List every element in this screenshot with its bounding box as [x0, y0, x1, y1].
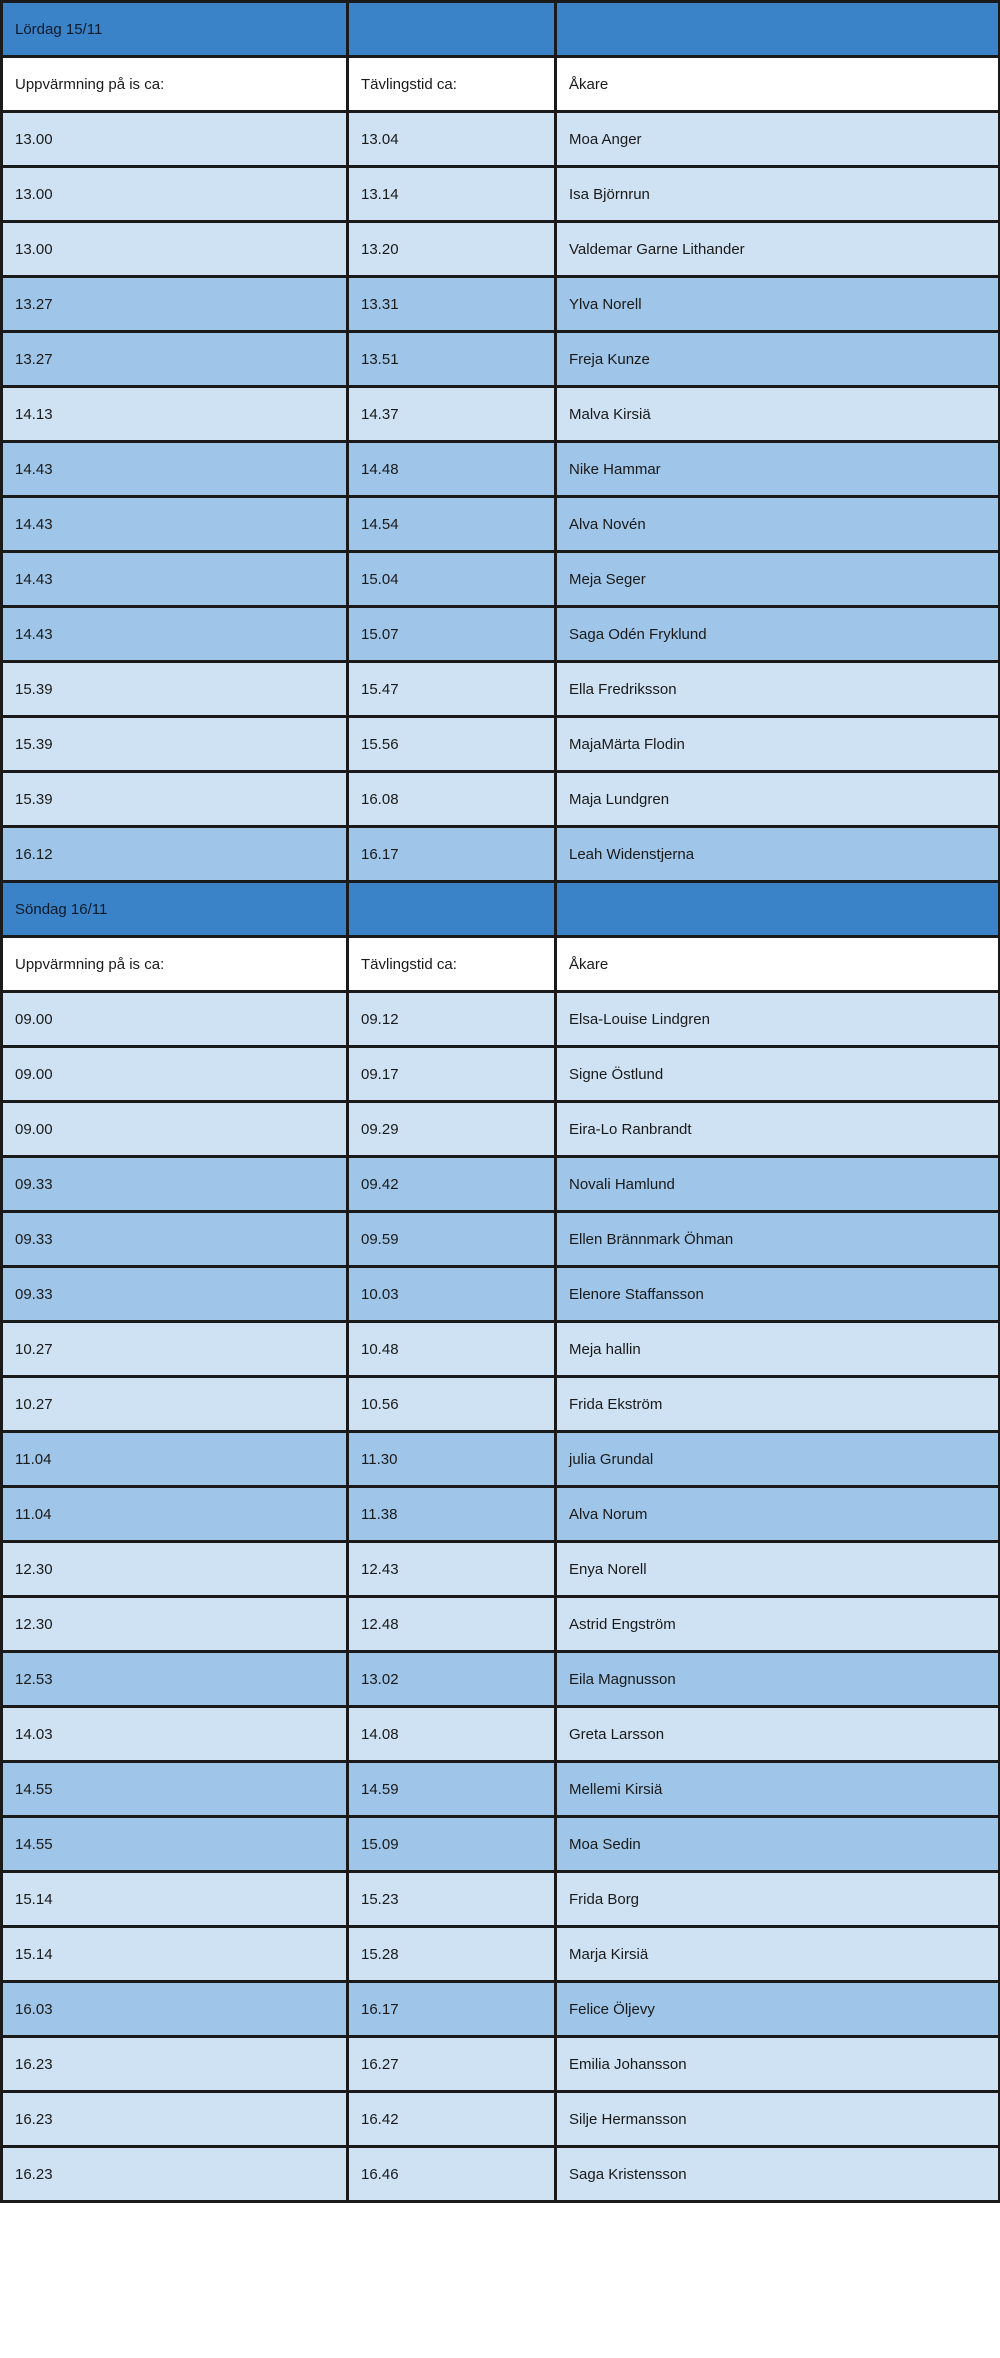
table-row — [2, 1652, 1000, 1707]
skater-name: Eira-Lo Ranbrandt — [556, 1102, 1000, 1157]
table-row — [2, 2147, 1000, 2202]
skater-name: Maja Lundgren — [556, 772, 1000, 827]
table-row — [2, 2092, 1000, 2147]
skater-name: Elenore Staffansson — [556, 1267, 1000, 1322]
skater-name: Saga Odén Fryklund — [556, 607, 1000, 662]
skater-name: Moa Anger — [556, 112, 1000, 167]
warmup-time: 15.14 — [2, 1872, 348, 1927]
warmup-time: 09.00 — [2, 992, 348, 1047]
competition-time: 14.08 — [348, 1707, 556, 1762]
competition-time: 09.59 — [348, 1212, 556, 1267]
competition-time: 09.17 — [348, 1047, 556, 1102]
skater-name: Moa Sedin — [556, 1817, 1000, 1872]
competition-time: 13.20 — [348, 222, 556, 277]
competition-time: 15.28 — [348, 1927, 556, 1982]
warmup-time: 09.33 — [2, 1267, 348, 1322]
table-row — [2, 1322, 1000, 1377]
competition-time: 16.17 — [348, 827, 556, 882]
warmup-time: 14.55 — [2, 1817, 348, 1872]
table-row — [2, 1542, 1000, 1597]
warmup-time: 16.12 — [2, 827, 348, 882]
warmup-time: 16.03 — [2, 1982, 348, 2037]
competition-time: 10.56 — [348, 1377, 556, 1432]
warmup-time: 12.30 — [2, 1597, 348, 1652]
table-row — [2, 1267, 1000, 1322]
competition-time: 16.46 — [348, 2147, 556, 2202]
skater-name: Frida Ekström — [556, 1377, 1000, 1432]
skater-name: Emilia Johansson — [556, 2037, 1000, 2092]
warmup-time: 09.33 — [2, 1157, 348, 1212]
table-row — [2, 1157, 1000, 1212]
table-row — [2, 1432, 1000, 1487]
skater-name: Marja Kirsiä — [556, 1927, 1000, 1982]
competition-time: 10.03 — [348, 1267, 556, 1322]
warmup-time: 14.43 — [2, 552, 348, 607]
competition-time: 11.38 — [348, 1487, 556, 1542]
competition-time: 09.12 — [348, 992, 556, 1047]
table-row — [2, 1487, 1000, 1542]
table-row — [2, 1927, 1000, 1982]
skater-name: Alva Norum — [556, 1487, 1000, 1542]
competition-time: 14.37 — [348, 387, 556, 442]
table-row — [2, 222, 1000, 277]
skater-name: Mellemi Kirsiä — [556, 1762, 1000, 1817]
skater-header: Åkare — [556, 937, 1000, 992]
skater-name: Ellen Brännmark Öhman — [556, 1212, 1000, 1267]
warmup-time: 16.23 — [2, 2147, 348, 2202]
competition-time: 13.51 — [348, 332, 556, 387]
skater-header: Åkare — [556, 57, 1000, 112]
warmup-time: 13.00 — [2, 112, 348, 167]
competition-time: 15.09 — [348, 1817, 556, 1872]
warmup-time: 13.27 — [2, 332, 348, 387]
competition-time: 09.29 — [348, 1102, 556, 1157]
table-row — [2, 2037, 1000, 2092]
competition-time: 11.30 — [348, 1432, 556, 1487]
skater-name: Felice Öljevy — [556, 1982, 1000, 2037]
warmup-time: 14.13 — [2, 387, 348, 442]
day-title: Lördag 15/11 — [2, 2, 348, 57]
skater-name: Meja Seger — [556, 552, 1000, 607]
skater-name: Astrid Engström — [556, 1597, 1000, 1652]
table-row — [2, 1597, 1000, 1652]
skater-name: Leah Widenstjerna — [556, 827, 1000, 882]
warmup-time: 10.27 — [2, 1377, 348, 1432]
table-row — [2, 1047, 1000, 1102]
table-row — [2, 167, 1000, 222]
skater-name: Enya Norell — [556, 1542, 1000, 1597]
warmup-time: 09.00 — [2, 1102, 348, 1157]
table-row — [2, 1377, 1000, 1432]
day-header-empty — [348, 2, 556, 57]
skater-name: Saga Kristensson — [556, 2147, 1000, 2202]
warmup-time: 15.39 — [2, 772, 348, 827]
warmup-time: 15.39 — [2, 717, 348, 772]
day-header-empty — [556, 2, 1000, 57]
warmup-time: 11.04 — [2, 1432, 348, 1487]
table-row — [2, 442, 1000, 497]
warmup-time: 15.14 — [2, 1927, 348, 1982]
skater-name: Signe Östlund — [556, 1047, 1000, 1102]
table-row — [2, 1982, 1000, 2037]
skater-name: Eila Magnusson — [556, 1652, 1000, 1707]
skater-name: Silje Hermansson — [556, 2092, 1000, 2147]
table-row — [2, 387, 1000, 442]
table-row — [2, 992, 1000, 1047]
table-row — [2, 497, 1000, 552]
competition-time: 15.56 — [348, 717, 556, 772]
skater-name: Malva Kirsiä — [556, 387, 1000, 442]
warmup-time: 09.33 — [2, 1212, 348, 1267]
day-header-empty — [556, 882, 1000, 937]
skater-name: Greta Larsson — [556, 1707, 1000, 1762]
skater-name: Meja hallin — [556, 1322, 1000, 1377]
table-row — [2, 552, 1000, 607]
warmup-header: Uppvärmning på is ca: — [2, 937, 348, 992]
day-title: Söndag 16/11 — [2, 882, 348, 937]
competition-time: 12.43 — [348, 1542, 556, 1597]
warmup-time: 16.23 — [2, 2037, 348, 2092]
warmup-time: 10.27 — [2, 1322, 348, 1377]
table-row — [2, 1872, 1000, 1927]
warmup-time: 14.43 — [2, 607, 348, 662]
table-row — [2, 277, 1000, 332]
column-header-row — [2, 57, 1000, 112]
table-row — [2, 1817, 1000, 1872]
competition-time: 15.23 — [348, 1872, 556, 1927]
warmup-time: 13.00 — [2, 222, 348, 277]
table-row — [2, 1707, 1000, 1762]
competition-time: 15.04 — [348, 552, 556, 607]
competition-time: 16.08 — [348, 772, 556, 827]
warmup-time: 13.27 — [2, 277, 348, 332]
table-row — [2, 1762, 1000, 1817]
warmup-time: 16.23 — [2, 2092, 348, 2147]
table-row — [2, 662, 1000, 717]
competition-time: 16.17 — [348, 1982, 556, 2037]
skater-name: julia Grundal — [556, 1432, 1000, 1487]
competition-time: 16.27 — [348, 2037, 556, 2092]
competition-time: 13.04 — [348, 112, 556, 167]
table-row — [2, 607, 1000, 662]
competition-time: 13.14 — [348, 167, 556, 222]
competition-time: 15.47 — [348, 662, 556, 717]
competition-time-header: Tävlingstid ca: — [348, 57, 556, 112]
table-row — [2, 827, 1000, 882]
competition-time-header: Tävlingstid ca: — [348, 937, 556, 992]
competition-time: 15.07 — [348, 607, 556, 662]
skater-name: Alva Novén — [556, 497, 1000, 552]
competition-time: 13.31 — [348, 277, 556, 332]
day-header-empty — [348, 882, 556, 937]
competition-time: 14.48 — [348, 442, 556, 497]
competition-time: 16.42 — [348, 2092, 556, 2147]
skater-name: Nike Hammar — [556, 442, 1000, 497]
warmup-time: 12.30 — [2, 1542, 348, 1597]
skater-name: MajaMärta Flodin — [556, 717, 1000, 772]
competition-time: 14.59 — [348, 1762, 556, 1817]
skater-name: Ylva Norell — [556, 277, 1000, 332]
table-row — [2, 717, 1000, 772]
column-header-row — [2, 937, 1000, 992]
warmup-time: 09.00 — [2, 1047, 348, 1102]
table-row — [2, 772, 1000, 827]
competition-time: 10.48 — [348, 1322, 556, 1377]
skater-name: Freja Kunze — [556, 332, 1000, 387]
warmup-header: Uppvärmning på is ca: — [2, 57, 348, 112]
skater-name: Ella Fredriksson — [556, 662, 1000, 717]
day-header-row — [2, 2, 1000, 57]
warmup-time: 14.55 — [2, 1762, 348, 1817]
warmup-time: 13.00 — [2, 167, 348, 222]
table-row — [2, 1102, 1000, 1157]
table-row — [2, 112, 1000, 167]
skater-name: Isa Björnrun — [556, 167, 1000, 222]
skater-name: Frida Borg — [556, 1872, 1000, 1927]
table-row — [2, 332, 1000, 387]
warmup-time: 11.04 — [2, 1487, 348, 1542]
competition-time: 13.02 — [348, 1652, 556, 1707]
warmup-time: 15.39 — [2, 662, 348, 717]
schedule-body — [2, 2, 1000, 2202]
warmup-time: 14.43 — [2, 442, 348, 497]
competition-time: 12.48 — [348, 1597, 556, 1652]
day-header-row — [2, 882, 1000, 937]
skater-name: Elsa-Louise Lindgren — [556, 992, 1000, 1047]
warmup-time: 14.03 — [2, 1707, 348, 1762]
competition-time: 09.42 — [348, 1157, 556, 1212]
competition-time: 14.54 — [348, 497, 556, 552]
warmup-time: 14.43 — [2, 497, 348, 552]
warmup-time: 12.53 — [2, 1652, 348, 1707]
skater-name: Novali Hamlund — [556, 1157, 1000, 1212]
table-row — [2, 1212, 1000, 1267]
skater-name: Valdemar Garne Lithander — [556, 222, 1000, 277]
